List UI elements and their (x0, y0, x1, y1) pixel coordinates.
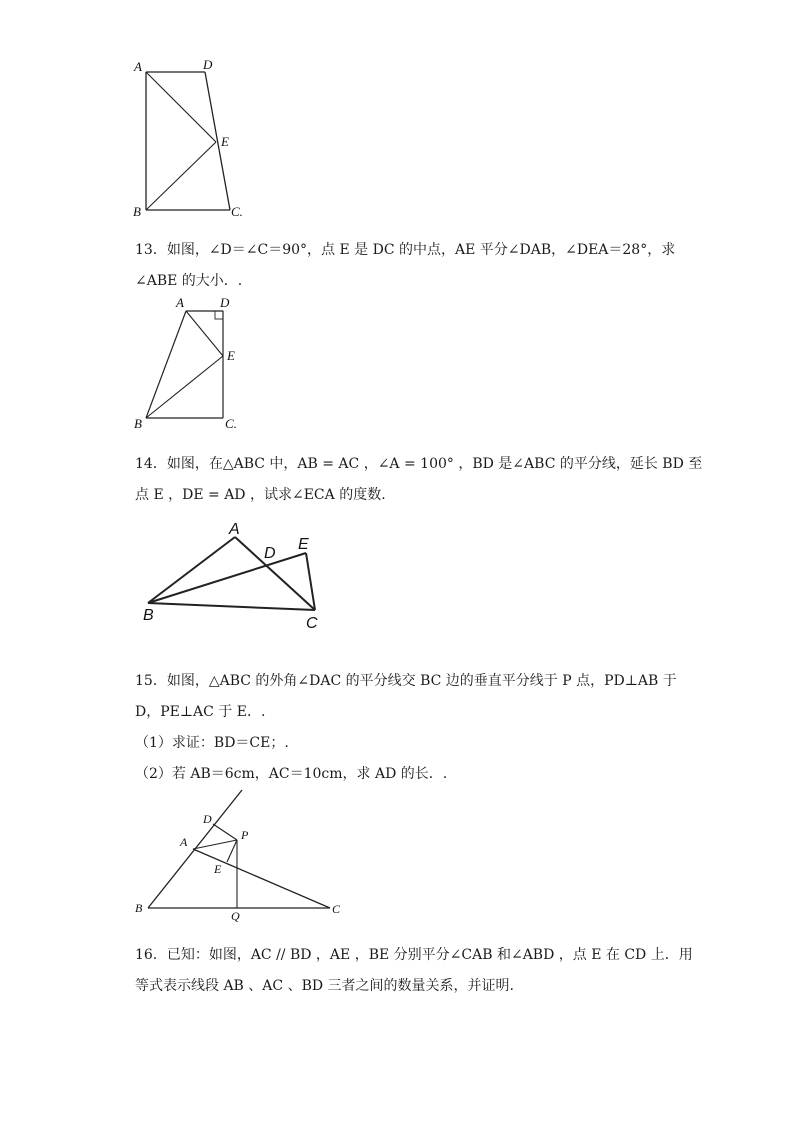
q15-part1: （1）求证：BD＝CE；. (135, 735, 289, 751)
q13-line2: ∠ABE 的大小．. (135, 273, 243, 289)
segment-ep (227, 840, 237, 862)
q15-line1: 15．如图，△ABC 的外角∠DAC 的平分线交 BC 边的垂直平分线于 P 点，PD⊥AB 于 (135, 673, 677, 689)
q16-line1: 16．已知：如图，AC // BD ，AE ，BE 分别平分∠CAB 和∠ABD ，点 E 在 CD 上．用 (135, 947, 693, 963)
point-label-d: D (203, 57, 213, 72)
point-label-e: E (221, 134, 229, 149)
point-label-d: D (264, 545, 276, 562)
point-label-d: D (203, 812, 212, 826)
q15-line2: D，PE⊥AC 于 E．. (135, 704, 266, 720)
point-label-b: B (134, 416, 142, 431)
point-label-b: B (133, 204, 141, 219)
point-label-c: C (332, 902, 341, 916)
point-label-a: A (180, 835, 188, 849)
point-label-d: D (220, 295, 230, 310)
q15-part2: （2）若 AB＝6cm，AC＝10cm，求 AD 的长．. (135, 766, 448, 782)
q13-line1: 13．如图，∠D＝∠C＝90°，点 E 是 DC 的中点，AE 平分∠DAB，∠DEA＝28°，求 (135, 242, 676, 258)
q16-line2: 等式表示线段 AB 、AC 、BD 三者之间的数量关系，并证明. (135, 978, 514, 994)
point-label-b: B (135, 901, 143, 915)
point-label-c: C (306, 615, 318, 632)
point-label-a: A (229, 521, 240, 538)
point-label-c: C. (225, 416, 237, 431)
segment-ap (193, 840, 237, 849)
point-label-c: C. (231, 204, 243, 219)
segment-dp (213, 824, 237, 840)
point-label-e: E (227, 348, 235, 363)
point-label-e: E (214, 862, 222, 876)
point-label-p: P (241, 828, 249, 842)
point-label-a: A (134, 59, 142, 74)
point-label-b: B (143, 607, 154, 624)
point-label-e: E (298, 536, 309, 553)
point-label-a: A (176, 295, 184, 310)
figure-q15-lines (148, 790, 330, 908)
segment-ac (193, 849, 330, 908)
q14-line1: 14．如图，在△ABC 中，AB = AC ，∠A = 100° ，BD 是∠ABC 的平分线，延长 BD 至 (135, 456, 703, 472)
point-label-q: Q (231, 909, 240, 923)
q14-line2: 点 E ，DE = AD ，试求∠ECA 的度数. (135, 487, 386, 503)
